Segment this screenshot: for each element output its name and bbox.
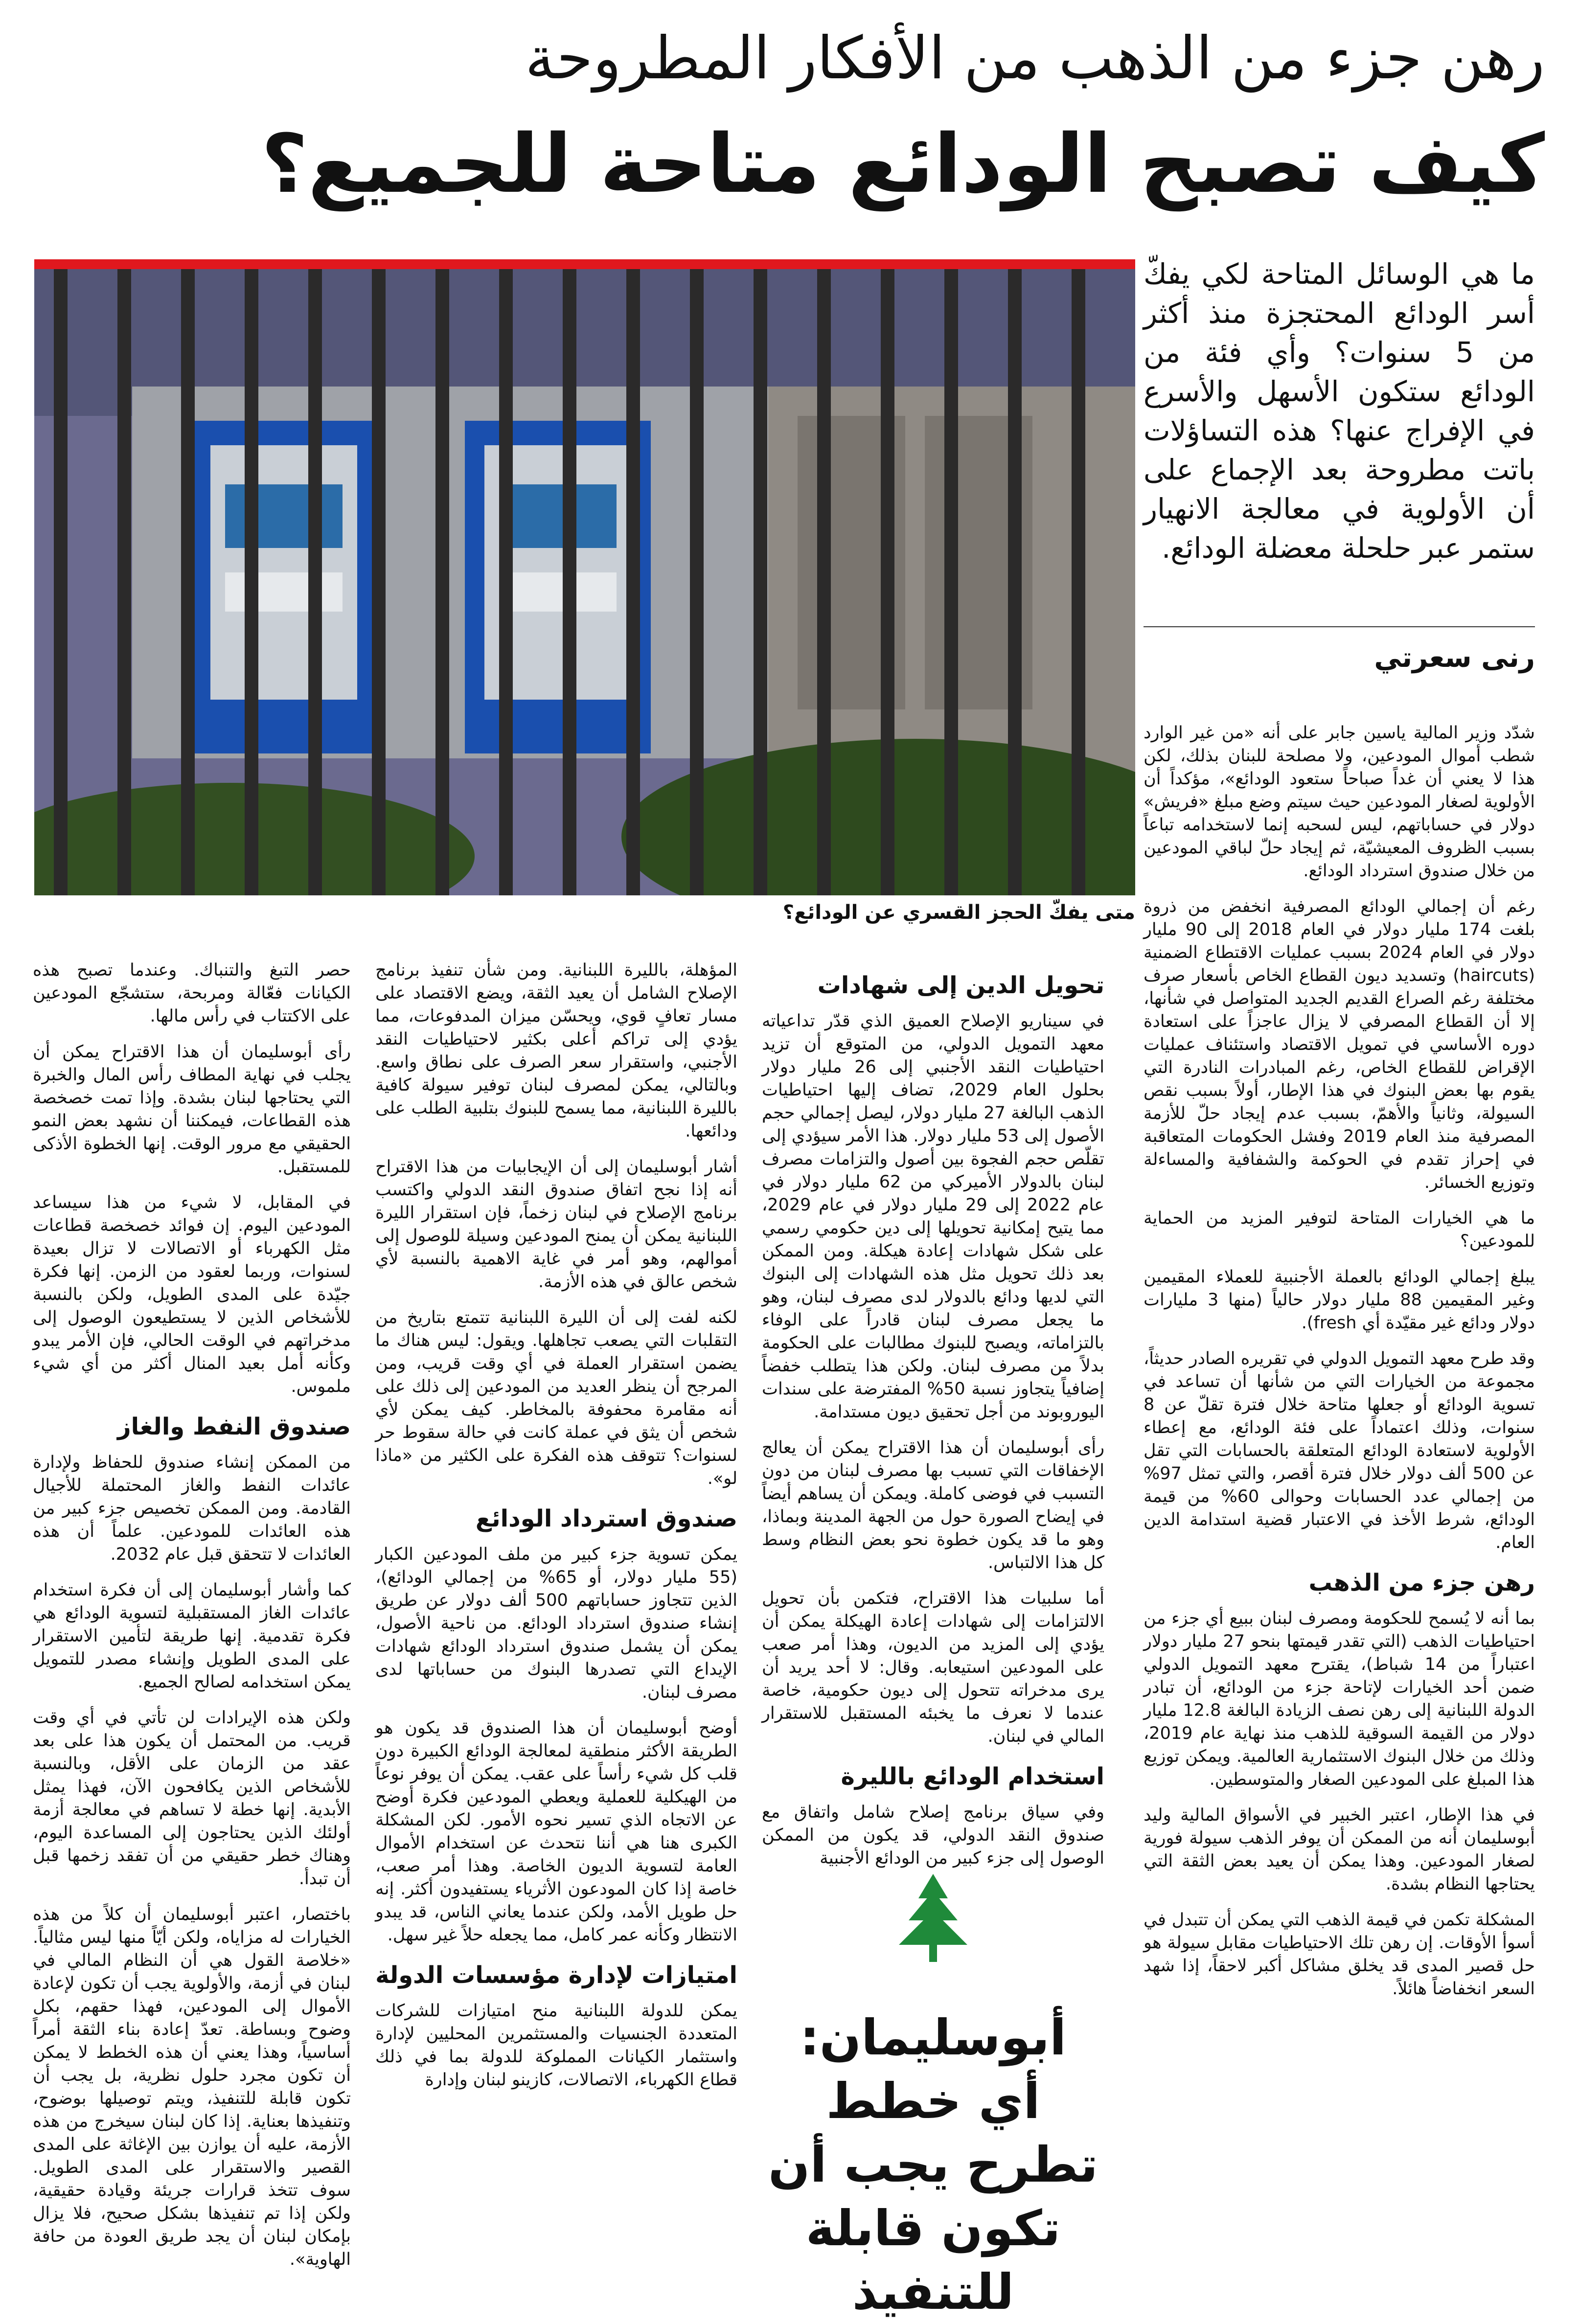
paragraph: يمكن للدولة اللبنانية منح امتيازات للشركات المتعددة الجنسيات والمستثمرين المحليين لإدارة واستثمار الكيانات المملوكة للدولة بما في ذلك قطاع الكهرباء، الاتصالات، كازينو لبنان وإدارة xyxy=(375,2001,737,2090)
paragraph: وقد طرح معهد التمويل الدولي في تقريره الصادر حديثاً، مجموعة من الخيارات التي من شأنها أن تساعد في تسوية الودائع أو جعلها متاحة خلال فترة تقلّ عن 8 سنوات، وذلك اعتماداً على فئة الودائع، مع إعطاء الأولوية لاستعادة الودائع المتعلقة بالحسابات التي تقل عن 500 ألف دولار خلال فترة أقصر، والتي تمثل 97% من إجمالي عدد الحسابات وحوالى 60% من قيمة الودائع، شرط الأخذ في الاعتبار قضية استدامة الدين العام. xyxy=(1144,1349,1535,1552)
article-intro: ما هي الوسائل المتاحة لكي يفكّ أسر الودائع المحتجزة منذ أكثر من 5 سنوات؟ وأي فئة من الودائع ستكون الأسهل والأسرع في الإفراج عنها؟ هذه التساؤلات باتت مطروحة بعد الإجماع على أن الأولوية في معالجة الانهيار ستمر عبر حلحلة معضلة الودائع. xyxy=(1144,257,1535,565)
paragraph: لكنه لفت إلى أن الليرة اللبنانية تتمتع بتاريخ من التقلبات التي يصعب تجاهلها. ويقول: ليس هناك ما يضمن استقرار العملة في أي وقت قريب، ومن المرجح أن ينظر العديد من المودعين إلى ذلك على أنه مقامرة محفوفة بالمخاطر. كيف يمكن لأي شخص أن يثق في عملة كانت في حالة سقوط حر لسنوات؟ تتوقف هذه الفكرة على الكثير من «ماذا لو». xyxy=(375,1308,737,1488)
paragraph: بما أنه لا يُسمح للحكومة ومصرف لبنان ببيع أي جزء من احتياطيات الذهب (التي تقدر قيمتها بنحو 27 مليار دولار اعتباراً من 14 شباط)، يقترح معهد التمويل الدولي ضمن أحد الخيارات لإتاحة جزء من الودائع، أن تبادر الدولة اللبنانية إلى رهن نصف الزيادة البالغة 12.8 مليار دولار من القيمة السوقية للذهب منذ نهاية عام 2019، وذلك من خلال البنوك الاستثمارية العالمية. ويمكن توزيع هذا المبلغ على المودعين الصغار والمتوسطين. xyxy=(1144,1609,1535,1789)
paragraph: رأى أبوسليمان أن هذا الاقتراح يمكن أن يجلب في نهاية المطاف رأس المال والخبرة التي يحتاجها لبنان بشدة. وإذا تمت خصخصة هذه القطاعات، فيمكننا أن نشهد بعض النمو الحقيقي مع مرور الوقت. إنها الخطوة الأذكى للمستقبل. xyxy=(33,1042,351,1177)
paragraph: في هذا الإطار، اعتبر الخبير في الأسواق المالية وليد أبوسليمان أنه من الممكن أن يوفر الذهب سيولة فورية لصغار المودعين. وهذا يمكن أن يعيد بعض الثقة التي يحتاجها النظام بشدة. xyxy=(1144,1805,1535,1894)
section-heading: رهن جزء من الذهب xyxy=(1308,1569,1535,1596)
paragraph: المشكلة تكمن في قيمة الذهب التي يمكن أن تتبدل في أسوأ الأوقات. إن رهن تلك الاحتياطيات مقابل سيولة هو حل قصير المدى قد يخلق مشاكل أكبر لاحقاً، إذا شهد السعر انخفاضاً هائلاً. xyxy=(1144,1910,1535,1999)
author-byline: رنى سعرتي xyxy=(1374,642,1535,674)
article-photo xyxy=(34,259,1135,895)
pull-quote: أبوسليمان: أي خطط تطرح يجب أن تكون قابلة للتنفيذ xyxy=(768,2009,1098,2321)
paragraph: ما هي الخيارات المتاحة لتوفير المزيد من الحماية للمودعين؟ xyxy=(1144,1208,1535,1251)
cedar-logo-icon xyxy=(884,1869,982,1967)
article-headline: كيف تصبح الودائع متاحة للجميع؟ xyxy=(261,117,1545,211)
column-2 xyxy=(762,959,1104,1883)
paragraph: أوضح أبوسليمان أن هذا الصندوق قد يكون هو الطريقة الأكثر منطقية لمعالجة الودائع الكبيرة دون قلب كل شيء رأساً على عقب. يمكن أن يوفر نوعاً من الهيكلية للعملية ويعطي المودعين فكرة أوضح عن الاتجاه الذي تسير نحوه الأمور. لكن المشكلة الكبرى هنا هي أننا نتحدث عن استخدام الأموال العامة لتسوية الديون الخاصة. وهذا أمر صعب، خاصة إذا كان المودعون الأثرياء يستفيدون أكثر. إنه حل طويل الأمد، ولكن عندما يعاني الناس، قد يبدو الانتظار وكأنه عمر كامل، مما يجعله حلاً غير سهل. xyxy=(375,1718,737,1945)
photo-caption: متى يفكّ الحجز القسري عن الودائع؟ xyxy=(782,901,1135,924)
paragraph: المؤهلة، بالليرة اللبنانية. ومن شأن تنفيذ برنامج الإصلاح الشامل أن يعيد الثقة، ويضع الاقتصاد على مسار تعافٍ قوي، ويحسّن ميزان المدفوعات، مما يؤدي إلى تراكم أعلى بكثير لاحتياطيات النقد الأجنبي، واستقرار سعر الصرف على نطاق واسع. وبالتالي، يمكن لمصرف لبنان توفير سيولة كافية بالليرة اللبنانية، مما يسمح للبنوك بتلبية الطلب على ودائعها. xyxy=(375,960,737,1141)
paragraph: من الممكن إنشاء صندوق للحفاظ ولإدارة عائدات النفط والغاز المحتملة للأجيال القادمة. ومن الممكن تخصيص جزء كبير من هذه العائدات للمودعين. علماً أن هذه العائدات لا تتحقق قبل عام 2032. xyxy=(33,1453,351,1564)
paragraph: باختصار، اعتبر أبوسليمان أن كلاً من هذه الخيارات له مزاياه، ولكن أيّاً منها ليس مثالياً. «خلاصة القول هي أن النظام المالي في لبنان في أزمة، والأولوية يجب أن تكون لإعادة الأموال إلى المودعين، فهذا حقهم، بكل وضوح وبساطة. تعدّ إعادة بناء الثقة أمراً أساسياً، وهذا يعني أن هذه الخطط لا يمكن أن تكون مجرد حلول نظرية، بل يجب أن تكون قابلة للتنفيذ، ويتم توصيلها بوضوح، وتنفيذها بعناية. إذا كان لبنان سيخرج من هذه الأزمة، عليه أن يوازن بين الإغاثة على المدى القصير والاستقرار على المدى الطويل. سوف تتخذ قرارات جريئة وقيادة حقيقية، ولكن إذا تم تنفيذها بشكل صحيح، فلا يزال بإمكان لبنان أن يجد طريق العودة من حافة الهاوية». xyxy=(33,1905,351,2269)
column-3 xyxy=(375,959,737,2104)
paragraph: ولكن هذه الإيرادات لن تأتي في أي وقت قريب. من المحتمل أن يكون هذا على بعد عقد من الزمان على الأقل، وبالنسبة للأشخاص الذين يكافحون الآن، فهذا يمثل الأبدية. إنها خطة لا تساهم في معالجة أزمة أولئك الذين يحتاجون إلى المساعدة اليوم، وهناك خطر حقيقي من أن تفقد زخمها قبل أن تبدأ. xyxy=(33,1708,351,1889)
paragraph: في سيناريو الإصلاح العميق الذي قدّر تداعياته معهد التمويل الدولي، من المتوقع أن تزيد احتياطيات النقد الأجنبي إلى 26 مليار دولار بحلول العام 2029، تضاف إليها احتياطيات الذهب البالغة 27 مليار دولار، ليصل إجمالي حجم الأصول إلى 53 مليار دولار. هذا الأمر سيؤدي إلى تقلّص حجم الفجوة بين أصول والتزامات مصرف لبنان بالدولار الأميركي من 62 مليار دولار في عام 2022 إلى 29 مليار دولار في عام 2029، مما يتيح إمكانية تحويلها إلى دين حكومي رسمي على شكل شهادات إعادة هيكلة. ومن الممكن بعد ذلك تحويل مثل هذه الشهادات إلى البنوك التي لديها ودائع بالدولار لدى مصرف لبنان، وهو ما يجعل مصرف لبنان قادراً على الوفاء بالتزاماته، ويصبح للبنوك مطالبات على الحكومة بدلاً من مصرف لبنان. ولكن هذا يتطلب خفضاً إضافياً يتجاوز نسبة 50% المفترضة على سندات اليوروبوند من أجل تحقيق ديون مستدامة. xyxy=(762,1011,1105,1422)
paragraph: يبلغ إجمالي الودائع بالعملة الأجنبية للعملاء المقيمين وغير المقيمين 88 مليار دولار حالياً (منها 3 مليارات دولار ودائع غير مقيّدة أي fresh). xyxy=(1144,1267,1535,1333)
paragraph: أما سلبيات هذا الاقتراح، فتكمن بأن تحويل الالتزامات إلى شهادات إعادة الهيكلة يمكن أن يؤدي إلى المزيد من الديون، وهذا أمر صعب على المودعين استيعابه. وقال: لا أحد يريد أن يرى مدخراته تتحول إلى ديون حكومية، خاصة عندما لا نعرف ما يخبئه المستقبل للاستقرار المالي في لبنان. xyxy=(762,1589,1104,1746)
column-4 xyxy=(33,959,351,2284)
paragraph: في المقابل، لا شيء من هذا سيساعد المودعين اليوم. إن فوائد خصخصة قطاعات مثل الكهرباء أو الاتصالات لا تزال بعيدة لسنوات، وربما لعقود من الزمن. إنها فكرة جيّدة على المدى الطويل، ولكن بالنسبة للأشخاص الذين لا يستطيعون الوصول إلى مدخراتهم في الوقت الحالي، فإن الأمر يبدو وكأنه أمل بعيد المنال أكثر من أي شيء ملموس. xyxy=(33,1193,351,1396)
paragraph: رغم أن إجمالي الودائع المصرفية انخفض من ذروة بلغت 174 مليار دولار في العام 2018 إلى 90 مليار دولار في العام 2024 بسبب عمليات الاقتطاع الضمنية (haircuts) وتسديد ديون القطاع الخاص بأسعار صرف مختلفة رغم الصراع القديم الجديد المتواصل في شأنها، إلا أن القطاع المصرفي لا يزال عاجزاً على استعادة دوره الأساسي في تمويل الاقتصاد واستئناف عمليات الإقراض للقطاع الخاص، رغم المبادرات النادرة التي يقوم بها بعض البنوك في هذا الإطار، أولاً بسبب نقص السيولة، وثانياً والأهمّ، بسبب عدم إيجاد حلّ للأزمة المصرفية منذ العام 2019 وفشل الحكومات المتعاقبة في إحراز تقدم في الحوكمة والشفافية والمساءلة وتوزيع الخسائر. xyxy=(1144,897,1535,1192)
section-heading: استخدام الودائع بالليرة xyxy=(841,1763,1104,1790)
section-heading: امتيازات لإدارة مؤسسات الدولة xyxy=(375,1961,737,1989)
divider xyxy=(1144,626,1535,627)
photo-top-bar xyxy=(34,259,1135,269)
section-heading: صندوق النفط والغاز xyxy=(117,1413,351,1440)
paragraph: حصر التبغ والتنباك. وعندما تصبح هذه الكيانات فعّالة ومربحة، ستشجّع المودعين على الاكتتاب في رأس مالها. xyxy=(33,960,351,1026)
section-heading: صندوق استرداد الودائع xyxy=(475,1505,737,1532)
atm-photo xyxy=(34,259,1135,895)
paragraph: كما وأشار أبوسليمان إلى أن فكرة استخدام عائدات الغاز المستقبلية لتسوية الودائع هي فكرة تقدمية. إنها طريقة لتأمين الاستقرار على المدى الطويل وإنشاء مصدر للتمويل يمكن استخدامه لصالح الجميع. xyxy=(33,1580,351,1692)
paragraph: رأى أبوسليمان أن هذا الاقتراح يمكن أن يعالج الإخفاقات التي تسبب بها مصرف لبنان من دون التسبب في فوضى كاملة. ويمكن أن يساهم أيضاً في إيضاح الصورة حول من الجهة المدينة وبماذا، وهو ما قد يكون خطوة نحو بعض النظام وسط كل هذا الالتباس. xyxy=(762,1438,1104,1572)
paragraph: يمكن تسوية جزء كبير من ملف المودعين الكبار (55 مليار دولار، أو 65% من إجمالي الودائع)، الذين تتجاوز حساباتهم 500 ألف دولار عن طريق إنشاء صندوق استرداد الودائع. من ناحية الأصول، يمكن أن يشمل صندوق استرداد الودائع شهادات الإيداع التي تصدرها البنوك من حساباتها لدى مصرف لبنان. xyxy=(375,1545,737,1702)
column-1 xyxy=(1144,722,1535,2013)
paragraph: شدّد وزير المالية ياسين جابر على أنه «من غير الوارد شطب أموال المودعين، ولا مصلحة للبنان بذلك، لكن هذا لا يعني أن غداً صباحاً ستعود الودائع»، مؤكداً أن الأولوية لصغار المودعين حيث سيتم وضع مبلغ «فريش» دولار في حساباتهم، ليس لسحبه إنما لاستخدامه تباعاً بسبب الظروف المعيشيّة، ثم إيجاد حلّ لباقي المودعين من خلال صندوق استرداد الودائع. xyxy=(1144,723,1535,881)
article-kicker: رهن جزء من الذهب من الأفكار المطروحة xyxy=(525,24,1545,92)
section-heading: تحويل الدين إلى شهادات xyxy=(817,972,1104,999)
paragraph: أشار أبوسليمان إلى أن الإيجابيات من هذا الاقتراح أنه إذا نجح اتفاق صندوق النقد الدولي واكتسب برنامج الإصلاح في لبنان زخماً، فإن استقرار الليرة اللبنانية يمكن أن يمنح المودعين وسيلة للوصول إلى أموالهم، وهو أمر في غاية الاهمية بالنسبة لأي شخص عالق في هذه الأزمة. xyxy=(375,1157,737,1292)
paragraph: وفي سياق برنامج إصلاح شامل واتفاق مع صندوق النقد الدولي، قد يكون من الممكن الوصول إلى جزء كبير من الودائع الأجنبية xyxy=(762,1802,1104,1868)
